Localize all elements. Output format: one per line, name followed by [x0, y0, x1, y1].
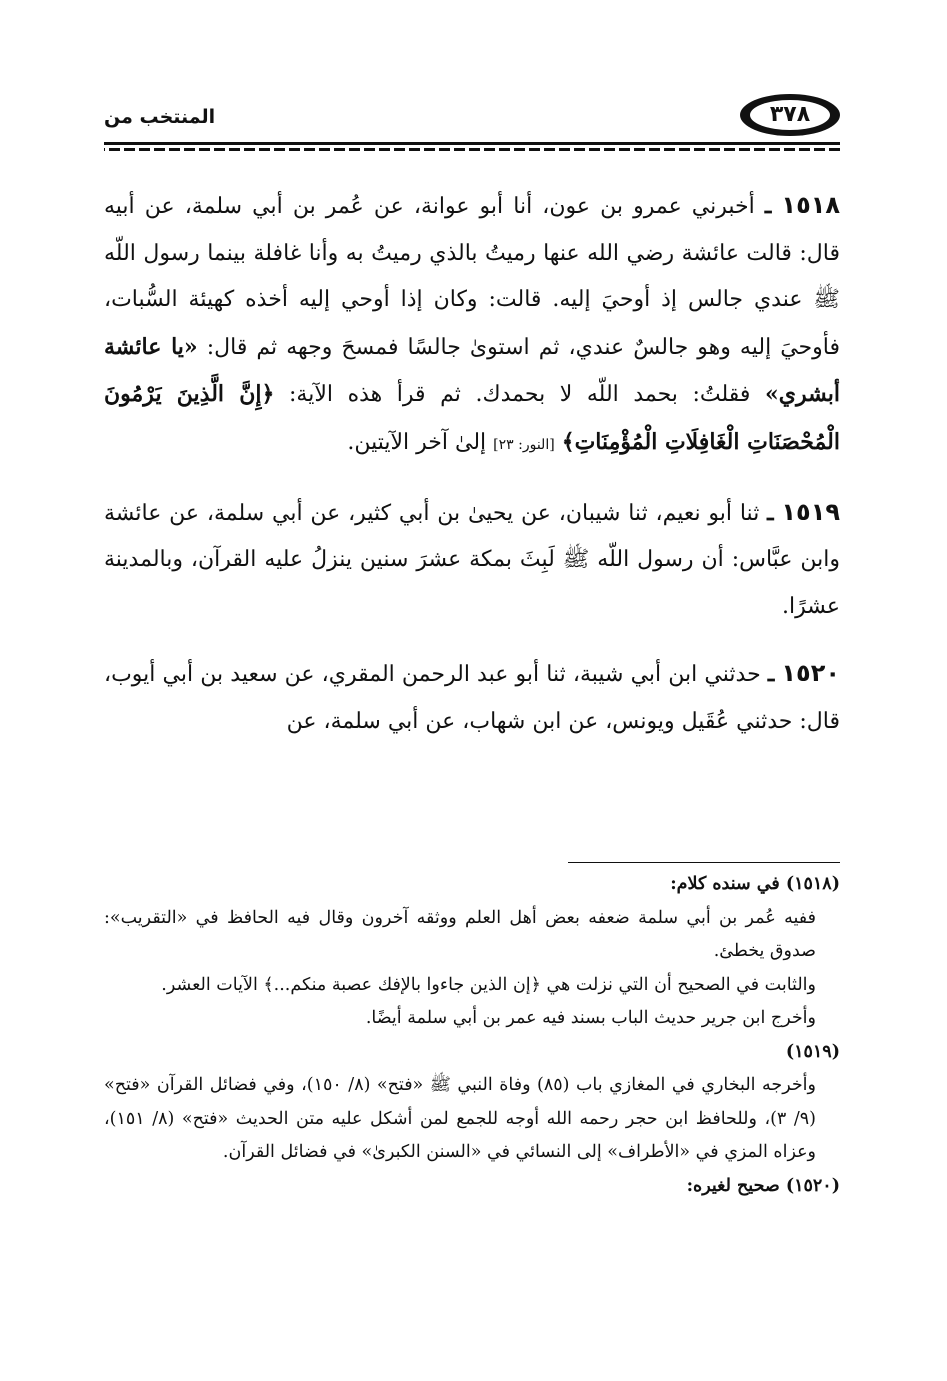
footnotes	[104, 868, 840, 1203]
footnote-paragraph: وأخرج ابن جرير حديث الباب بسند فيه عمر بن أبي سلمة أيضًا.	[365, 1008, 816, 1028]
entry-dash: ـ	[764, 193, 772, 219]
entry-number: ١٥١٩	[781, 497, 840, 526]
footnote-paragraph: والثابت في الصحيح أن التي نزلت هي ﴿إن الذين جاءوا بالإفك عصبة منكم...﴾ الآيات العشر.	[161, 974, 816, 995]
entry-dash: ـ	[767, 661, 775, 688]
entry-text: فقلتُ: بحمد اللّه لا بحمدك. ثم قرأ هذه الآية:	[274, 382, 766, 408]
entry-text: أخبرني عمرو بن عون، أنا أبو عوانة، عن عُمر بن أبي سلمة، عن أبيه قال: قالت عائشة رضي الله عنها رميتُ بالذي رميتُ به وأنا غافلة بينما رسول اللّه ﷺ عندي جالس إذ أوحيَ إليه. قالت: وكان إذا أوحي إليه أخذه كهيئة السُّبات، فأوحيَ إليه وهو جالسٌ عندي، ثم استوىٰ جالسًا فمسحَ وجهه ثم قال:	[104, 194, 841, 360]
entry-text: إلىٰ آخر الآيتين.	[347, 429, 494, 455]
entry-dash: ـ	[767, 499, 774, 526]
footnote-heading: (١٥١٩)	[785, 1041, 840, 1062]
footnote-heading: (١٥٢٠) صحيح لغيره:	[686, 1175, 840, 1196]
footnote-separator	[568, 862, 840, 863]
entry-text: حدثني ابن أبي شيبة، ثنا أبو عبد الرحمن المقري، عن سعيد بن أبي أيوب، قال: حدثني عُقَيل ويونس، عن ابن شهاب، عن أبي سلمة، عن	[104, 662, 840, 734]
footnote-paragraph: وأخرجه البخاري في المغازي باب (٨٥) وفاة النبي ﷺ «فتح» (٨/ ١٥٠)، وفي فضائل القرآن «فتح» (٩/ ٣)، وللحافظ ابن حجر رحمه الله أوجه للجمع لمن أشكل عليه متن الحديث «فتح» (٨/ ١٥١)، وعزاه المزي في «الأطراف» إلى النسائي في «السنن الكبرىٰ» في فضائل القرآن.	[104, 1075, 816, 1162]
page-header	[104, 92, 840, 146]
verse-reference: [النور: ٢٣]	[493, 436, 555, 453]
prophet-quote: «يا عائشة أبشري»	[104, 333, 840, 408]
header-rule	[104, 142, 840, 145]
main-text	[104, 182, 840, 746]
hadith-entry-1518	[104, 182, 840, 469]
entry-number: ١٥٢٠	[781, 659, 840, 688]
quran-verse: ﴿إِنَّ الَّذِينَ يَرْمُونَ الْمُحْصَنَاتِ الْغَافِلَاتِ الْمُؤْمِنَاتِ﴾	[104, 381, 840, 455]
header-dashed-rule	[104, 148, 840, 151]
footnote-paragraph: ففيه عُمر بن أبي سلمة ضعفه بعض أهل العلم ووثقه آخرون وقال فيه الحافظ في «التقريب»: صدوق يخطئ.	[104, 907, 816, 961]
entry-text: ثنا أبو نعيم، ثنا شيبان، عن يحيىٰ بن أبي كثير، عن أبي سلمة، عن عائشة وابن عبَّاس: أن رسول اللّه ﷺ لَبِثَ بمكة عشرَ سنين ينزلُ عليه القرآن، وبالمدينة عشرًا.	[104, 500, 840, 619]
page-number: ٣٧٨	[750, 100, 830, 130]
entry-number: ١٥١٨	[781, 191, 841, 219]
page-number-badge	[740, 94, 840, 136]
running-title: المنتخب من	[104, 106, 216, 128]
hadith-entry-1520	[104, 650, 840, 745]
footnote-heading: (١٥١٨) في سنده كلام:	[670, 874, 840, 894]
hadith-entry-1519	[104, 489, 840, 631]
